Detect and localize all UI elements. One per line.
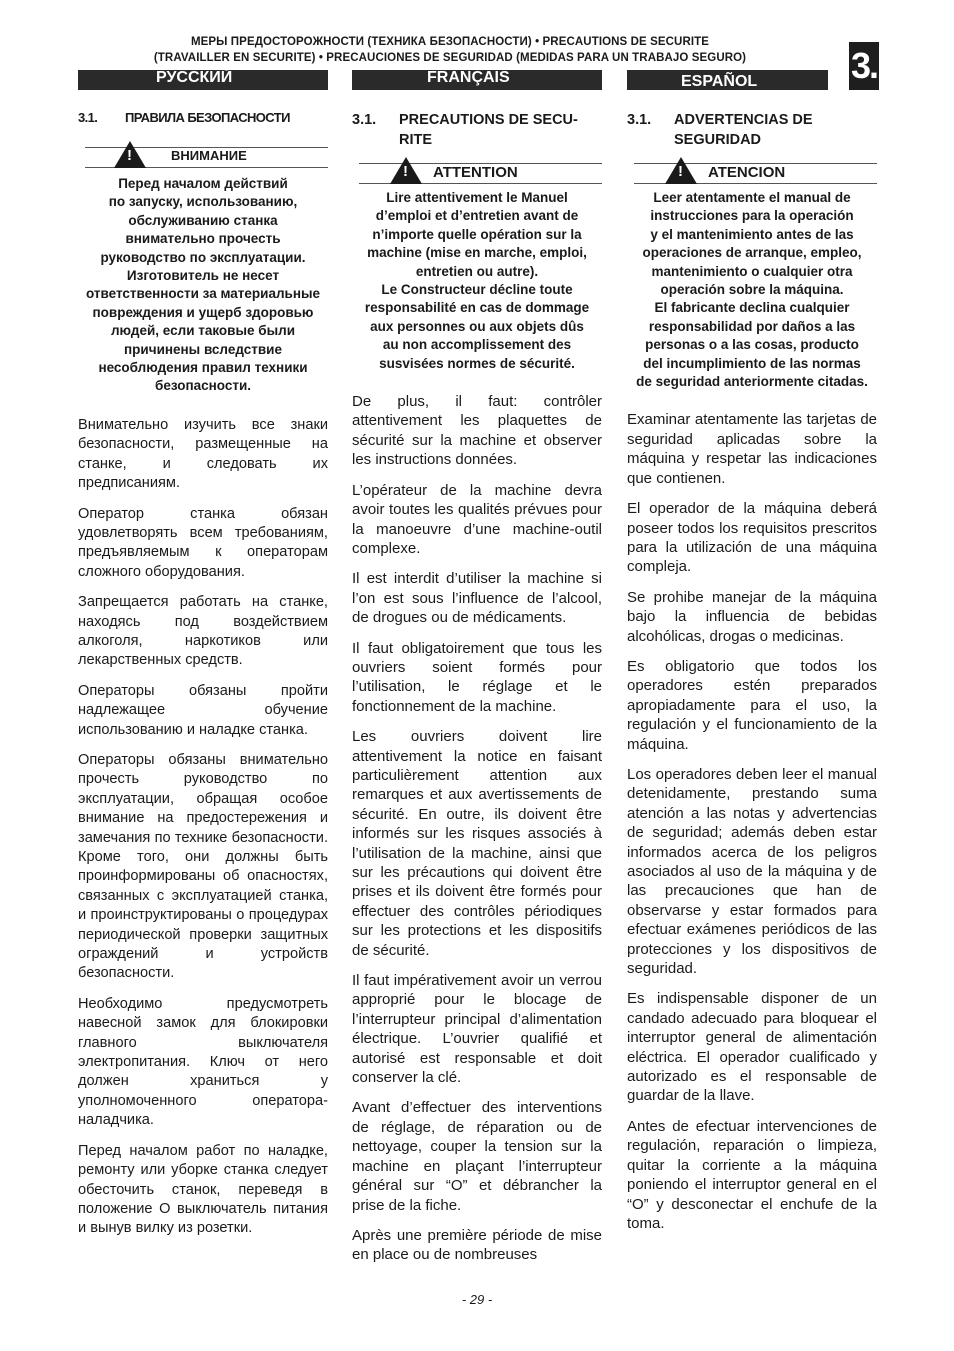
warning-line: susvisées normes de sécurité. <box>379 355 575 371</box>
section-number: 3.1. <box>78 110 98 125</box>
lang-bar-french <box>352 70 602 90</box>
paragraph: De plus, il faut: contrôler attentivement les plaquettes de sécurité sur la machine et observer les instructions données. <box>352 393 602 469</box>
paragraph: L’opérateur de la machine devra avoir toutes les qualités prévues pour la manoeuvre d’une machine-outil complexe. <box>352 481 602 557</box>
paragraph: Se prohibe manejar de la máquina bajo la influencia de bebidas alcohólicas, drogas o medicinas. <box>627 588 877 645</box>
paragraph: Внимательно изучить все знаки безопасности, размещенные на станке, и следовать их предписаниям. <box>78 416 328 492</box>
section-title: PRECAUTIONS DE SECU-RITE <box>399 112 578 148</box>
paragraph: Необходимо предусмотреть навесной замок для блокировки главного выключателя электропитания. Ключ от него должен храниться у уполномоченного оператора-наладчика. <box>78 995 328 1129</box>
lang-bar-spanish <box>627 70 828 90</box>
section-number: 3.1. <box>352 112 377 128</box>
section-number: 3.1. <box>627 112 652 128</box>
warning-line: instrucciones para la operación <box>650 208 854 224</box>
warning-label: ATENCION <box>708 164 786 181</box>
body-text <box>352 392 602 1265</box>
body-text <box>627 410 877 1233</box>
section-heading <box>78 108 328 128</box>
warning-line: au non accomplissement des <box>382 337 572 353</box>
warning-line: людей, если таковые были <box>110 323 296 339</box>
warning-triangle-icon <box>390 157 422 184</box>
warning-line: причинены вследствие <box>124 341 282 357</box>
paragraph: Il faut impérativement avoir un verrou approprié pour le blocage de l’interrupteur principal d’alimentation électrique. L’ouvrier qualifié et autorisé est responsable et doit conserver la clé. <box>352 972 602 1087</box>
warning-line: responsabilidad por daños a las <box>648 318 856 334</box>
section-heading <box>627 110 877 150</box>
paragraph: Examinar atentamente las tarjetas de seguridad aplicadas sobre la máquina y respetar las indicaciones que contienen. <box>627 411 877 487</box>
lang-label-spanish: ESPAÑOL <box>681 73 758 90</box>
warning-triangle-icon <box>665 157 697 184</box>
warning-line: Перед началом действий <box>118 176 288 191</box>
paragraph: Il est interdit d’utiliser la machine si l’on est sous l’influence de l’alcool, de drogues ou de médicaments. <box>352 570 602 627</box>
paragraph: Il faut obligatoirement que tous les ouvriers soient formés pour l’utilisation, le réglage et le fonctionnement de la machine. <box>352 639 602 715</box>
warning-line: Lire attentivement le Manuel <box>386 190 568 205</box>
paragraph: Antes de efectuar intervenciones de regulación, reparación o limpieza, quitar la corriente a la máquina poniendo el interruptor general en el “O” y desconectar el enchufe de la toma. <box>627 1117 877 1232</box>
warning-line: руководство по эксплуатации. <box>100 249 306 265</box>
body-text <box>78 416 328 1239</box>
page-number: - 29 - <box>461 1292 493 1307</box>
chapter-number: 3. <box>849 42 879 90</box>
warning-line: Leer atentamente el manual de <box>653 190 851 205</box>
lang-label-french: FRANÇAIS <box>427 69 510 86</box>
warning-line: y el mantenimiento antes de las <box>650 226 854 242</box>
warning-text <box>627 189 877 391</box>
section-title: ADVERTENCIAS DE SEGURIDAD <box>674 112 813 148</box>
column-spanish <box>627 110 877 1244</box>
warning-line: responsabilité en cas de dommage <box>364 300 590 316</box>
warning-label: ВНИМАНИЕ <box>171 148 247 163</box>
warning-line: несоблюдения правил техники <box>98 360 308 376</box>
paragraph: Перед началом работ по наладке, ремонту или уборке станка следует обесточить станок, переведя в положение О выключатель питания и вынув вилку из розетки. <box>78 1142 328 1237</box>
warning-triangle-icon <box>114 141 146 168</box>
warning-text <box>78 175 328 396</box>
warning-line: повреждения и ущерб здоровью <box>92 304 314 320</box>
warning-box <box>627 163 877 185</box>
warning-line: ответственности за материальные <box>85 286 321 302</box>
warning-label: ATTENTION <box>433 164 518 181</box>
lang-bar-russian <box>78 70 328 90</box>
warning-line: aux personnes ou aux objets dûs <box>370 318 584 334</box>
section-heading <box>352 110 602 150</box>
warning-line: machine (mise en marche, emploi, <box>367 245 587 261</box>
warning-line: n’importe quelle opération sur la <box>372 226 582 242</box>
warning-line: operaciones de arranque, empleo, <box>642 245 862 261</box>
warning-line: operación sobre la máquina. <box>660 282 844 298</box>
warning-line: безопасности. <box>154 378 252 394</box>
warning-line: внимательно прочесть <box>125 231 281 247</box>
paragraph: Es indispensable disponer de un candado adecuado para bloquear el interruptor general de alimentación eléctrica. El operador cualificado y autorizado es el responsable de guardar de la llave. <box>627 990 877 1105</box>
paragraph: Запрещается работать на станке, находясь под воздействием алкоголя, наркотиков или лекарственных средств. <box>78 594 328 669</box>
warning-line: Изготовитель не несет <box>126 268 280 284</box>
paragraph: Оператор станка обязан удовлетворять всем требованиям, предъявляемым к операторам сложного оборудования. <box>78 505 328 580</box>
warning-line: обслуживанию станка <box>128 212 278 228</box>
paragraph: Avant d’effectuer des interventions de réglage, de réparation ou de nettoyage, couper la tension sur la machine en plaçant l’interrupteur général sur “O” et débrancher la prise de la fiche. <box>352 1099 602 1214</box>
warning-line: personas o a las cosas, producto <box>645 337 859 353</box>
warning-line: mantenimiento o cualquier otra <box>651 263 853 279</box>
header-line-1: МЕРЫ ПРЕДОСТОРОЖНОСТИ (ТЕХНИКА БЕЗОПАСНОСТИ) • PRECAUTIONS DE SECURITE <box>190 36 710 48</box>
column-french <box>352 110 602 1276</box>
warning-line: de seguridad anteriormente citadas. <box>636 374 868 390</box>
warning-line: Le Constructeur décline toute <box>381 282 573 298</box>
paragraph: Операторы обязаны пройти надлежащее обучение использованию и наладке станка. <box>78 682 328 738</box>
paragraph: Après une première période de mise en place ou de nombreuses <box>352 1226 602 1264</box>
warning-line: del incumplimiento de las normas <box>643 355 861 371</box>
section-title: ПРАВИЛА БЕЗОПАСНОСТИ <box>125 110 290 125</box>
warning-line: d’emploi et d’entretien avant de <box>375 208 579 224</box>
lang-label-russian: РУССКИЙ <box>156 69 233 86</box>
header-line-2: (TRAVAILLER EN SECURITE) • PRECAUCIONES DE SEGURIDAD (MEDIDAS PARA UN TRABAJO SEGURO) <box>153 52 747 64</box>
warning-box <box>78 147 328 169</box>
paragraph: El operador de la máquina deberá poseer todos los requisitos prescritos para la utilización de una máquina compleja. <box>627 500 877 576</box>
warning-text <box>352 189 602 373</box>
warning-box <box>352 163 602 185</box>
warning-line: по запуску, использованию, <box>108 194 298 210</box>
warning-line: El fabricante declina cualquier <box>654 300 850 316</box>
paragraph: Les ouvriers doivent lire attentivement la notice en faisant particulièrement attention aux remarques et aux avertissements de sécurité. En outre, ils doivent être informés sur les risques associés à l’utilisation de la machine, ainsi que sur les précautions qui doivent être prises et ils doivent être formés pour effectuer des contrôles périodiques sur les protections et les dispositifs de sécurité. <box>352 728 602 959</box>
paragraph: Es obligatorio que todos los operadores estén preparados apropiadamente para el uso, la regulación y el funcionamiento de la máquina. <box>627 657 877 753</box>
warning-line: entretien ou autre). <box>415 263 539 279</box>
paragraph: Операторы обязаны внимательно прочесть руководство по эксплуатации, обращая особое внимание на предостережения и замечания по технике безопасности. Кроме того, они должны быть проинформированы об опасностях, связанных с эксплуатацией станка, и проинструктированы о процедурах периодической проверки защитных ограждений и устройств безопасности. <box>78 751 328 982</box>
paragraph: Los operadores deben leer el manual detenidamente, prestando suma atención a las notas y advertencias de seguridad; además deben estar informados acerca de los peligros asociados al uso de la máquina y de las precauciones que han de observarse y estar formados para efectuar exámenes periódicos de las protecciones y los dispositivos de seguridad. <box>627 765 877 978</box>
column-russian <box>78 108 328 1250</box>
